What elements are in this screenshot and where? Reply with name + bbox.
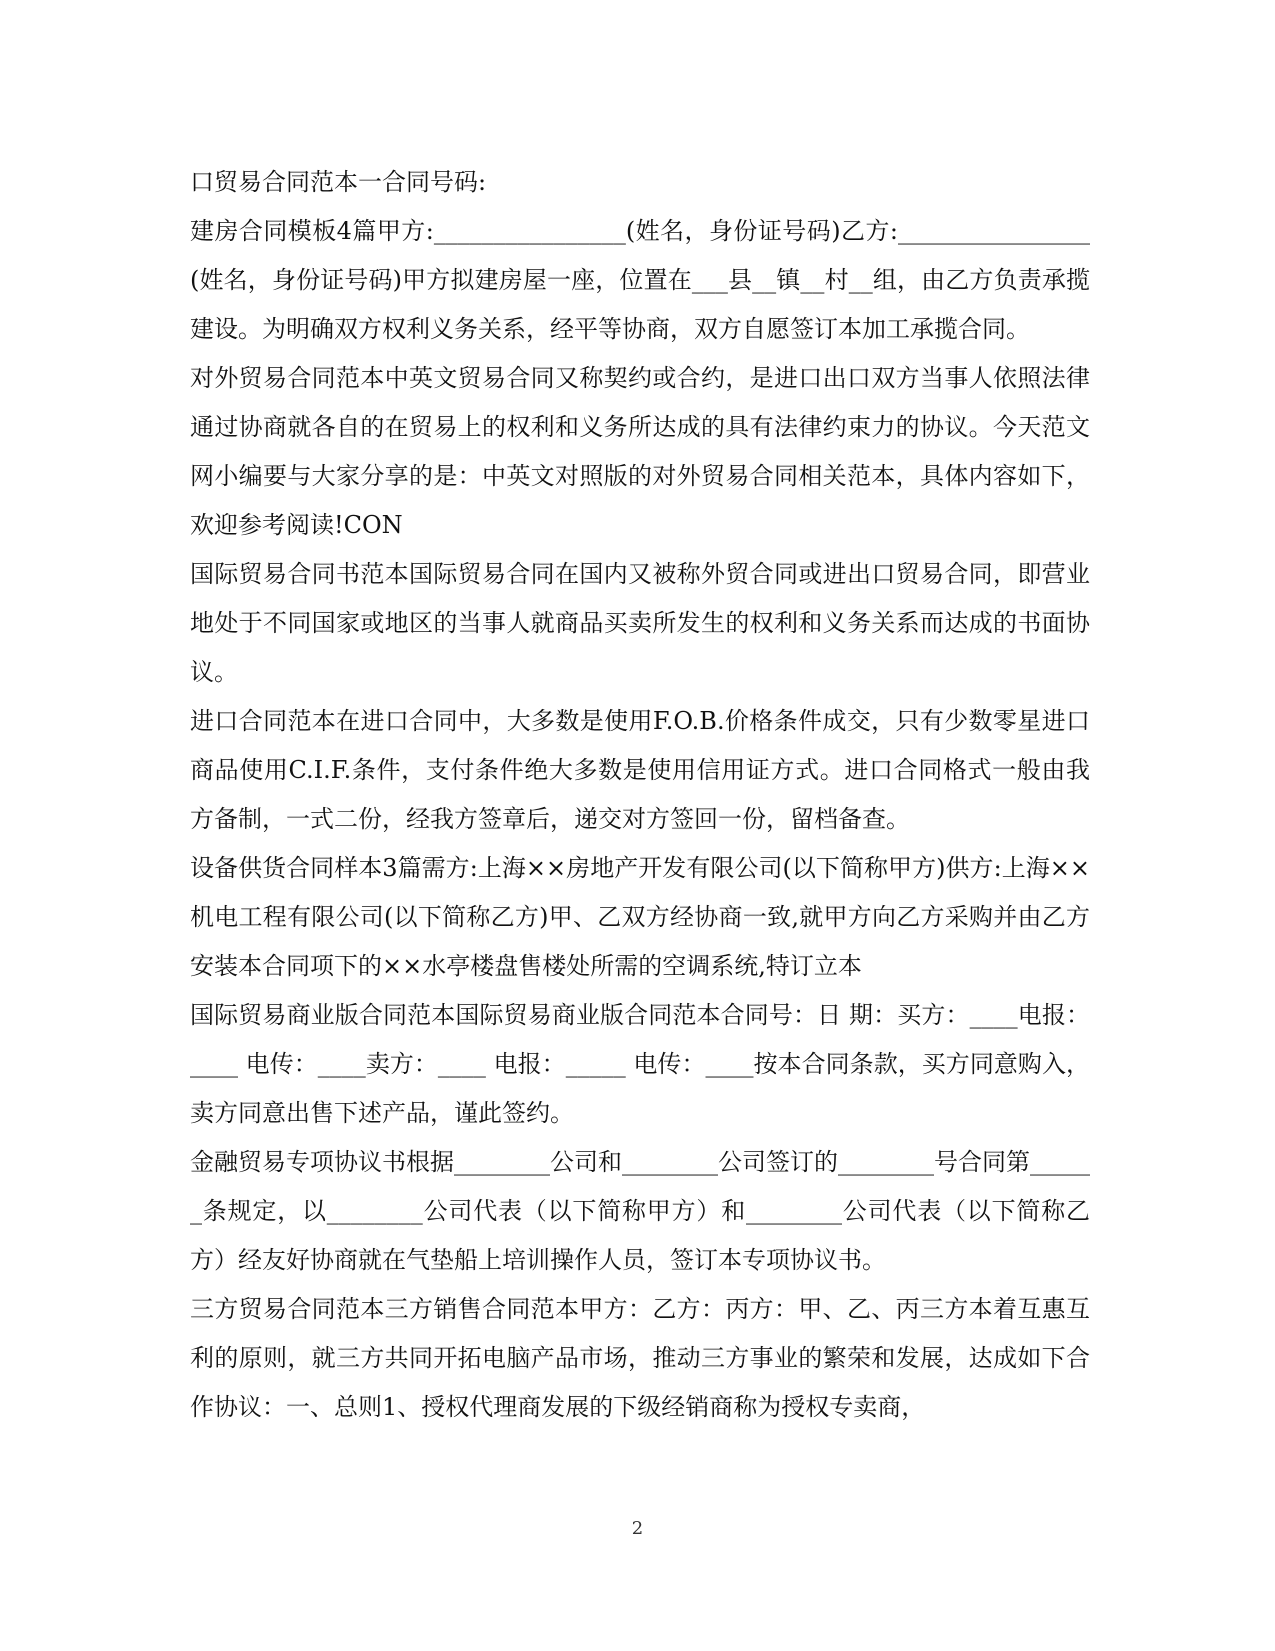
paragraph-house-building-contract: 建房合同模板4篇甲方:________________(姓名，身份证号码)乙方:________________(姓名，身份证号码)甲方拟建房屋一座，位置在___县__镇__村__组，由乙方负责承揽建设。为明确双方权利义务关系，经平等协商，双方自愿签订本加工承揽合同。 bbox=[190, 217, 1090, 343]
document-body bbox=[190, 158, 1090, 1432]
page-number: 2 bbox=[631, 1518, 644, 1539]
paragraph-contract-number: 口贸易合同范本一合同号码: bbox=[190, 168, 487, 196]
paragraph-tripartite-trade-contract: 三方贸易合同范本三方销售合同范本甲方：乙方：丙方：甲、乙、丙三方本着互惠互利的原则，就三方共同开拓电脑产品市场，推动三方事业的繁荣和发展，达成如下合作协议：一、总则1、授权代理商发展的下级经销商称为授权专卖商， bbox=[190, 1295, 1090, 1421]
paragraph-international-trade-contract: 国际贸易合同书范本国际贸易合同在国内又被称外贸合同或进出口贸易合同，即营业地处于不同国家或地区的当事人就商品买卖所发生的权利和义务关系而达成的书面协议。 bbox=[190, 560, 1090, 686]
paragraph-commercial-contract: 国际贸易商业版合同范本国际贸易商业版合同范本合同号：日 期：买方：____电报：____ 电传：____卖方：____ 电报：_____ 电传：____按本合同条款，买方同意购入，卖方同意出售下述产品，谨此签约。 bbox=[190, 1001, 1090, 1127]
paragraph-import-contract: 进口合同范本在进口合同中，大多数是使用F.O.B.价格条件成交，只有少数零星进口商品使用C.I.F.条件，支付条件绝大多数是使用信用证方式。进口合同格式一般由我方备制，一式二份，经我方签章后，递交对方签回一份，留档备查。 bbox=[190, 707, 1090, 833]
paragraph-equipment-supply-contract: 设备供货合同样本3篇需方:上海××房地产开发有限公司(以下简称甲方)供方:上海××机电工程有限公司(以下简称乙方)甲、乙双方经协商一致,就甲方向乙方采购并由乙方安装本合同项下的××水亭楼盘售楼处所需的空调系统,特订立本 bbox=[190, 854, 1090, 980]
paragraph-foreign-trade-contract: 对外贸易合同范本中英文贸易合同又称契约或合约，是进口出口双方当事人依照法律通过协商就各自的在贸易上的权利和义务所达成的具有法律约束力的协议。今天范文网小编要与大家分享的是：中英文对照版的对外贸易合同相关范本，具体内容如下，欢迎参考阅读!CON bbox=[190, 364, 1090, 539]
paragraph-financial-trade-agreement: 金融贸易专项协议书根据________公司和________公司签订的________号合同第______条规定，以________公司代表（以下简称甲方）和________公司代表（以下简称乙方）经友好协商就在气垫船上培训操作人员，签订本专项协议书。 bbox=[190, 1148, 1090, 1274]
